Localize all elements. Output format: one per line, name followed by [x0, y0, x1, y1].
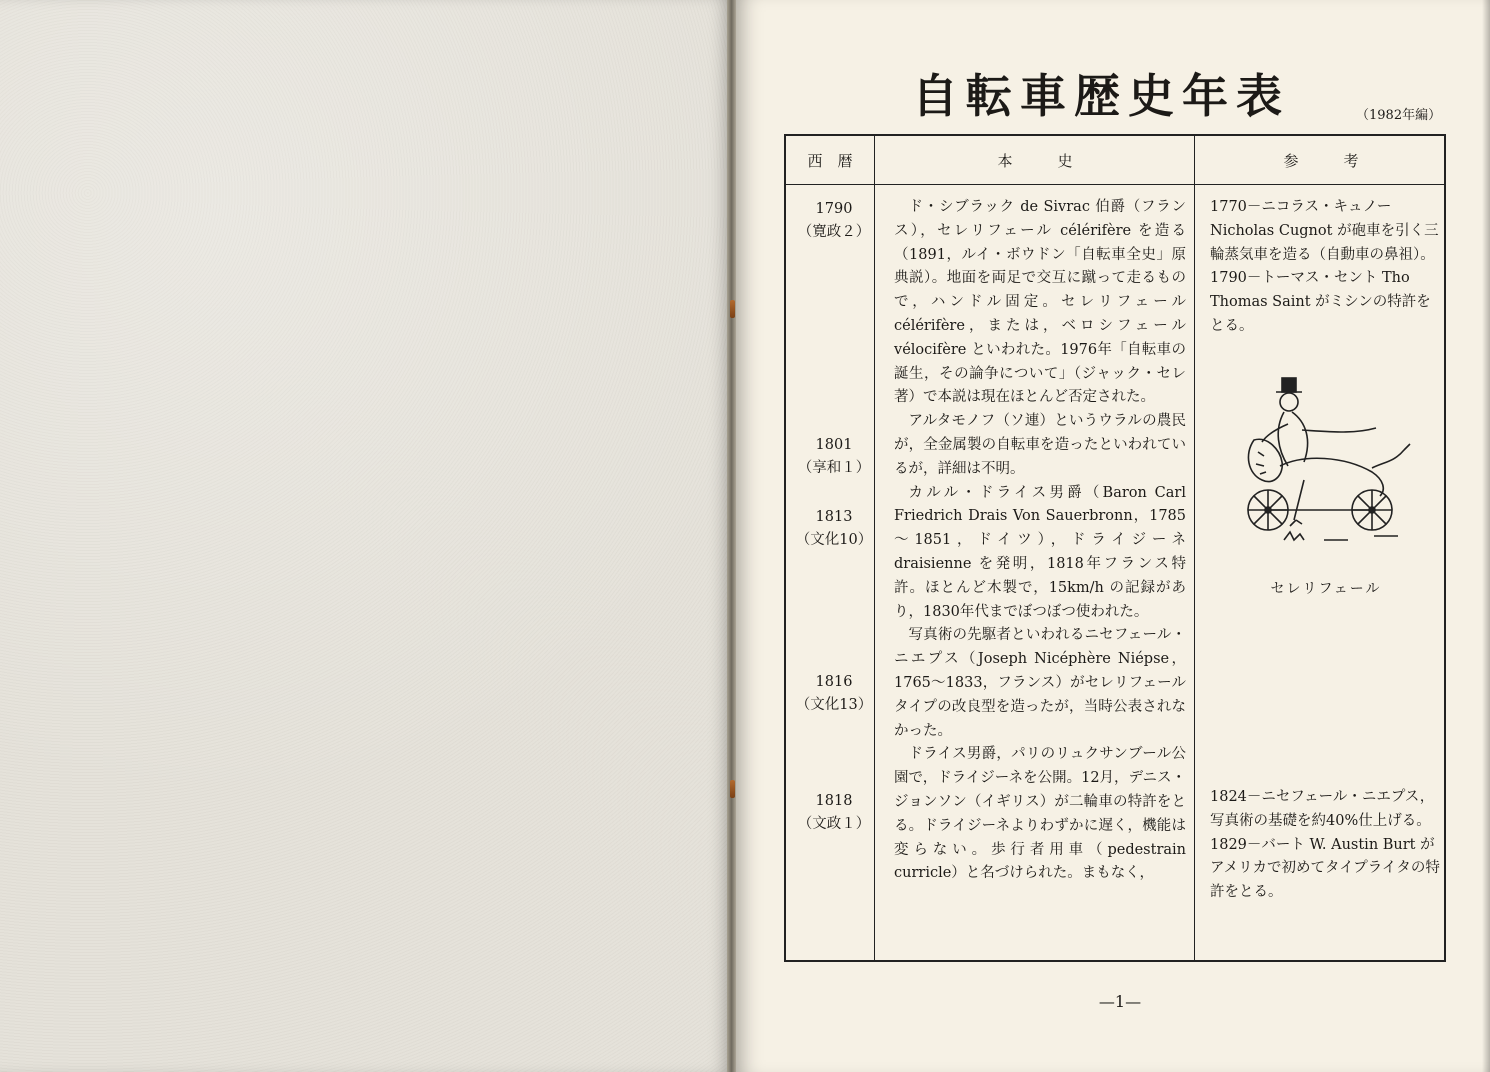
header-reference: 参 考 [1283, 152, 1359, 170]
reference-item: 1824－ニセフェール・ニエプス，写真術の基礎を約40%仕上げる。 [1210, 789, 1435, 829]
year-entry [794, 506, 874, 552]
year-number: 1816 [815, 674, 853, 690]
year-number: 1790 [815, 201, 853, 217]
era-name: （文化10） [795, 532, 873, 548]
history-paragraph: 写真術の先駆者といわれるニセフェール・ニエプス（Joseph Nicéphère Niépse，1765～1833，フランス）がセレリフェールタイプの改良型を造ったが，当時公表されなかった。 [894, 627, 1186, 739]
history-paragraph: ド・シブラック de Sivrac 伯爵（フランス），セレリフェール célérifère を造る（1891，ルイ・ボウドン「自転車全史」原典説）。地面を両足で交互に蹴って走るもので，ハンドル固定。セレリフェール célérifère，または，ベロシフェール vélocifère といわれた。1976年「自転車の誕生，その論争について」（ジャック・セレ著）で本説は現在ほとんど否定された。 [894, 199, 1186, 406]
header-main-history: 本 史 [997, 152, 1073, 170]
timeline-table [784, 134, 1446, 962]
year-entry [794, 790, 874, 836]
era-name: （寛政２） [797, 224, 871, 240]
year-number: 1801 [815, 437, 853, 453]
year-number: 1818 [815, 793, 853, 809]
history-paragraph: ドライス男爵，パリのリュクサンブール公園で，ドライジーネを公開。12月，デニス・ジョンソン（イギリス）が二輪車の特許をとる。ドライジーネよりわずかに遅く，機能は変らない。歩行者用車（pedestrain curricle）と名づけられた。まもなく， [894, 746, 1186, 882]
year-entry [794, 198, 874, 244]
page-title: 自転車歴史年表 [912, 69, 1290, 123]
binding-staple [730, 300, 735, 318]
page-edge-shadow [1482, 0, 1490, 1072]
history-paragraph: カルル・ドライス男爵（Baron Carl Friedrich Drais Von Sauerbronn，1785～1851，ドイツ），ドライジーネ draisienne を発明，1818年フランス特許。ほとんど木製で，15km/h の記録があり，1830年代までぼつぼつ使われた。 [894, 484, 1186, 620]
reference-item: 1770－ニコラス・キュノー Nicholas Cugnot が砲車を引く三輪蒸気車を造る（自動車の鼻祖）。 [1210, 199, 1439, 263]
page-number: —1— [1098, 992, 1142, 1011]
illustration-caption: セレリフェール [1270, 581, 1382, 597]
left-blank-page [0, 0, 731, 1072]
reference-top [1210, 196, 1440, 339]
year-entry [794, 434, 874, 480]
binding-staple [730, 780, 735, 798]
history-paragraph: アルタモノフ（ソ連）というウラルの農民が，全金属製の自転車を造ったといわれているが，詳細は不明。 [894, 413, 1186, 477]
column-divider [1194, 136, 1195, 960]
main-history-text [894, 196, 1186, 886]
era-name: （文化13） [795, 697, 873, 713]
reference-bottom [1210, 786, 1440, 905]
header-year: 西 暦 [807, 152, 853, 170]
year-number: 1813 [815, 509, 853, 525]
celerifere-illustration [1244, 370, 1414, 550]
era-name: （文政１） [797, 816, 871, 832]
reference-item: 1829－バート W. Austin Burt がアメリカで初めてタイプライタの特許をとる。 [1210, 836, 1440, 901]
header-divider [786, 184, 1444, 185]
reference-item: 1790－トーマス・セント Tho Thomas Saint がミシンの特許をとる。 [1210, 270, 1431, 334]
era-name: （享和１） [797, 460, 871, 476]
year-entry [794, 671, 874, 717]
column-divider [874, 136, 875, 960]
edition-label: （1982年編） [1356, 108, 1442, 123]
